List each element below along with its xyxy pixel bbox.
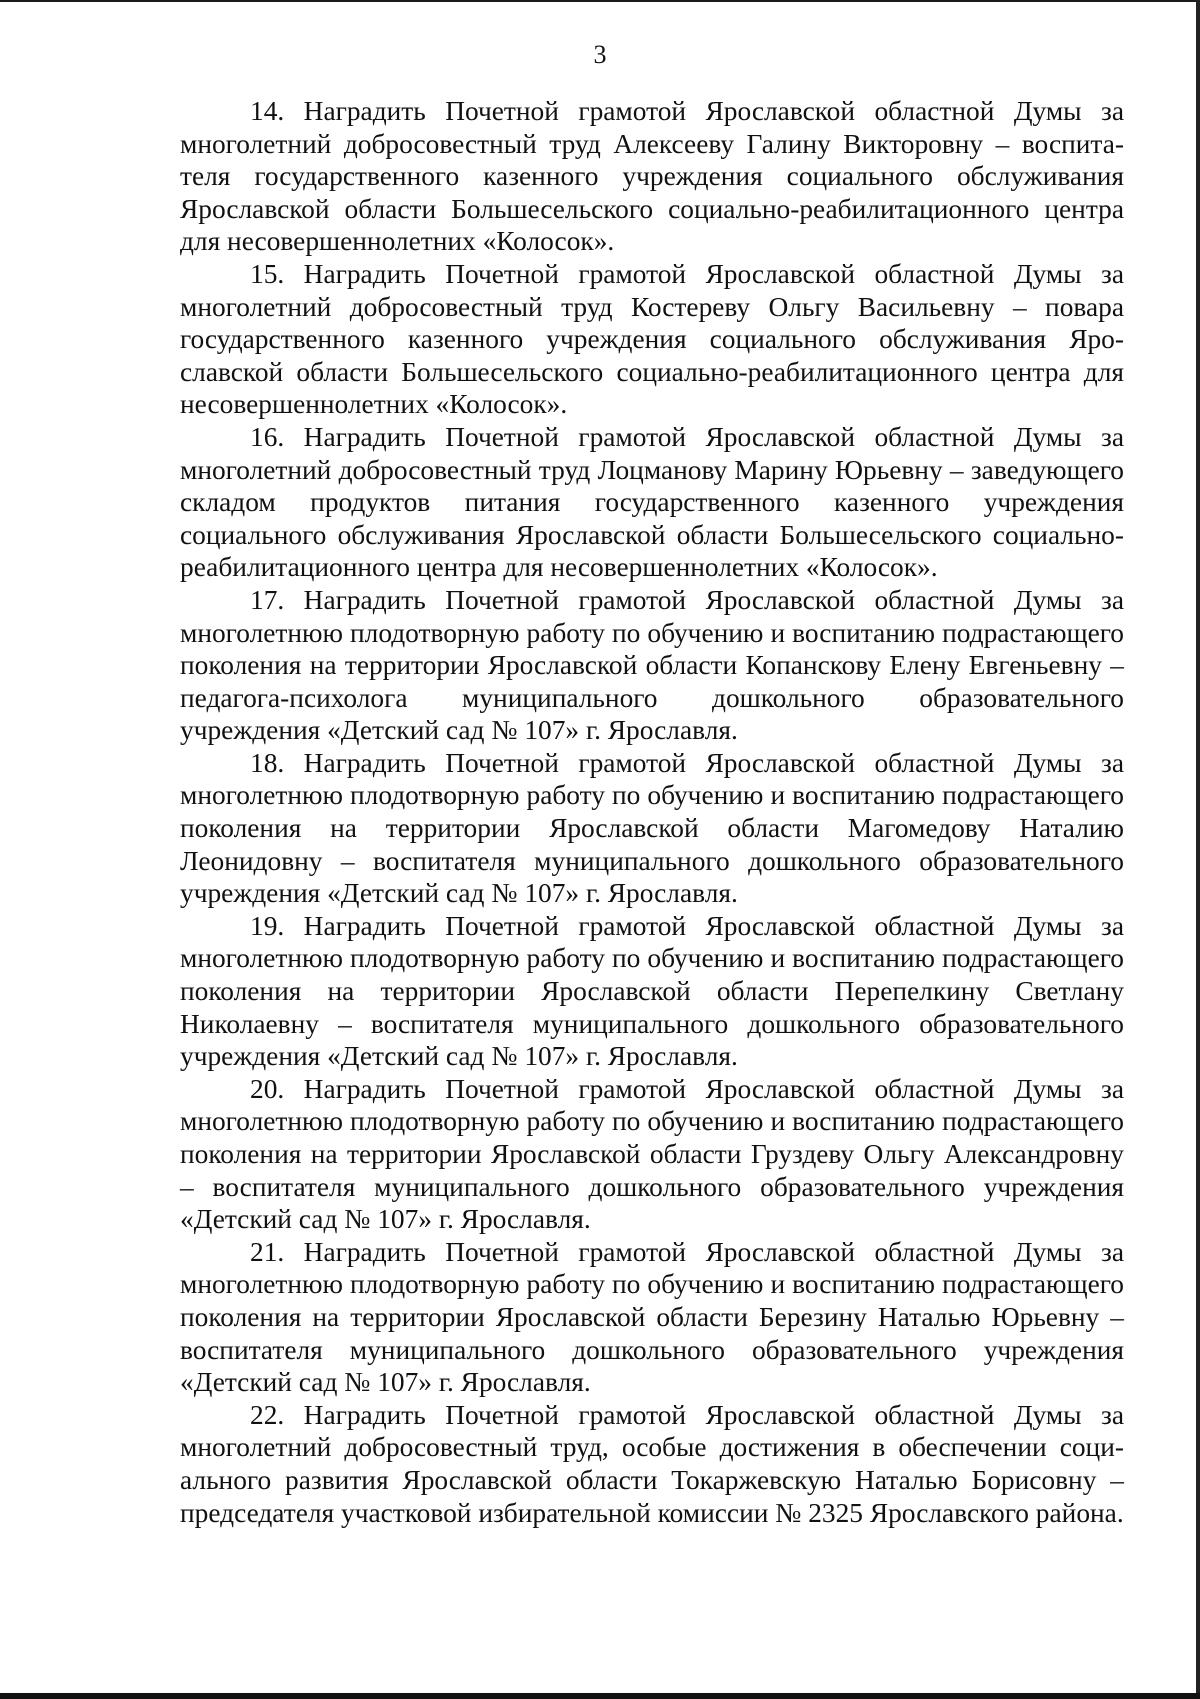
scan-edge-bottom [0,1693,1200,1699]
award-item-14: 14. Наградить Почетной грамотой Ярославской областной Думы за многолетний добросовестный труд Алексееву Галину Викторовну – воспитателя государственного казенного учреждения социального обслуживания Ярославской области Большесельского социально-реабилитационного центра для несовершеннолетних «Колосок». [180,96,1124,257]
scan-edge-right [1196,0,1200,1699]
award-item-19: 19. Наградить Почетной грамотой Ярославской областной Думы за многолетнюю плодотворную работу по обучению и воспитанию подрастающего поколения на территории Ярославской области Перепелкину Светлану Николаевну – воспитателя муниципального дошкольного образовательного учреждения «Детский сад № 107» г. Ярославля. [180,910,1124,1072]
award-item-15: 15. Наградить Почетной грамотой Ярославской областной Думы за многолетний добросовестный труд Костереву Ольгу Васильевну – повара государственного казенного учреждения социального обслуживания Ярославской области Большесельского социально-реабилитационного центра для несовершеннолетних «Колосок». [180,258,1124,420]
scan-edge-top [0,0,1200,2]
page-number: 3 [593,40,607,69]
award-item-18: 18. Наградить Почетной грамотой Ярославской областной Думы за многолетнюю плодотворную работу по обучению и воспитанию подрастающего поколения на территории Ярославской области Магомедову Наталию Леонидовну – воспитателя муниципального дошкольного образовательного учреждения «Детский сад № 107» г. Ярославля. [180,747,1124,909]
award-item-16: 16. Наградить Почетной грамотой Ярославской областной Думы за многолетний добросовестный труд Лоцманову Марину Юрьевну – заведующего складом продуктов питания государственного казенного учреждения социального обслуживания Ярославской области Большесельского социально-реабилитационного центра для несовершеннолетних «Колосок». [180,421,1124,583]
award-item-22: 22. Наградить Почетной грамотой Ярославской областной Думы за многолетний добросовестный труд, особые достижения в обеспечении социального развития Ярославской области Токаржевскую Наталью Борисовну – председателя участковой избирательной комиссии № 2325 Ярославского района. [180,1399,1124,1528]
award-item-17: 17. Наградить Почетной грамотой Ярославской областной Думы за многолетнюю плодотворную работу по обучению и воспитанию подрастающего поколения на территории Ярославской области Копанскову Елену Евгеньевну – педагога-психолога муниципального дошкольного образовательного учреждения «Детский сад № 107» г. Ярославля. [180,584,1124,746]
document-body [180,95,1124,1529]
award-item-21: 21. Наградить Почетной грамотой Ярославской областной Думы за многолетнюю плодотворную работу по обучению и воспитанию подрастающего поколения на территории Ярославской области Березину Наталью Юрьевну – воспитателя муниципального дошкольного образовательного учреждения «Детский сад № 107» г. Ярославля. [180,1236,1124,1398]
award-item-20: 20. Наградить Почетной грамотой Ярославской областной Думы за многолетнюю плодотворную работу по обучению и воспитанию подрастающего поколения на территории Ярославской области Груздеву Ольгу Александровну – воспитателя муниципального дошкольного образовательного учреждения «Детский сад № 107» г. Ярославля. [180,1073,1124,1235]
